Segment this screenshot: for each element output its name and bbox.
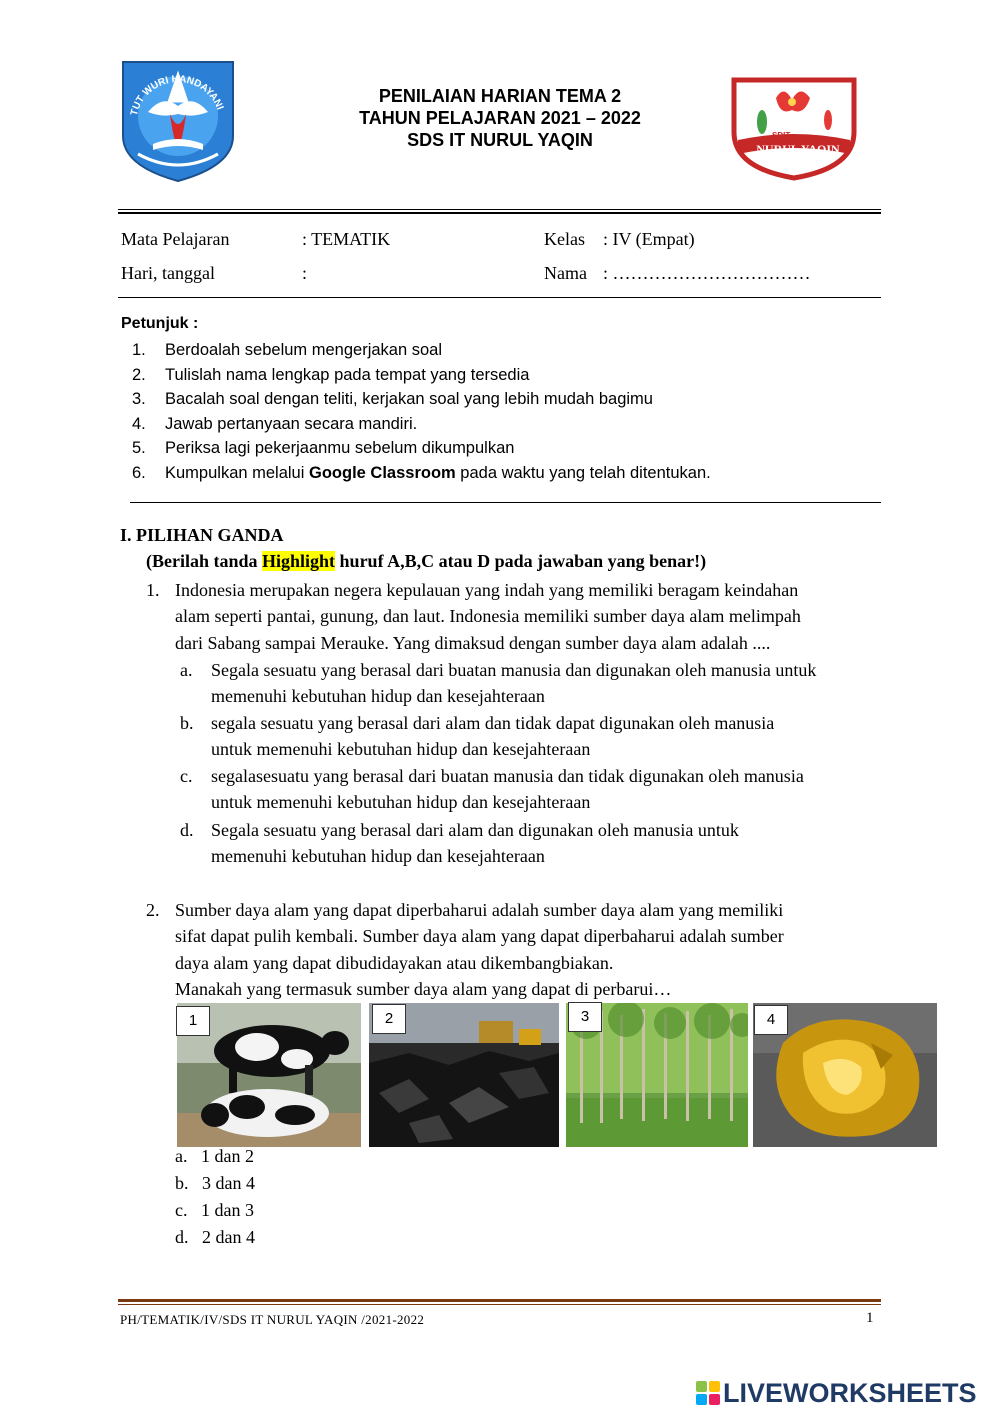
q2-option-b[interactable]: b. 3 dan 4 [175,1173,255,1193]
brand-text: LIVEWORKSHEETS [723,1377,977,1408]
q2-option-d[interactable]: d. 2 dan 4 [175,1227,255,1247]
instructions-title: Petunjuk : [121,315,199,332]
title-line-2: TAHUN PELAJARAN 2021 – 2022 [359,108,641,128]
liveworksheets-icon [695,1380,721,1406]
footer-code: PH/TEMATIK/IV/SDS IT NURUL YAQIN /2021-2022 [120,1312,425,1327]
q1-option-a-letter[interactable]: a. [180,660,193,680]
highlight-word: Highlight [262,551,336,571]
instruction-item: 5. Periksa lagi pekerjaanmu sebelum dikumpulkan [132,439,515,457]
q1-option-b-letter[interactable]: b. [180,713,194,733]
q1-option-c-letter[interactable]: c. [180,766,193,786]
image-label-2: 2 [372,1004,406,1034]
instruction-item: 6. Kumpulkan melalui Google Classroom pada waktu yang telah ditentukan. [132,463,711,482]
date-value: : [302,263,308,283]
q1-option-d[interactable]: Segala sesuatu yang berasal dari alam dan digunakan oleh manusia untuk memenuhi kebutuhan hidup dan kesejahteraan [211,820,739,867]
info-rule [118,297,881,298]
logo-left-arc-text [108,54,248,184]
question-1-text: Indonesia merupakan negera kepulauan yang indah yang memiliki beragam keindahan alam seperti pantai, gunung, dan laut. Indonesia memiliki sumber daya alam melimpah dari Sabang sampai Merauke. Yang dimaksud dengan sumber daya alam adalah .... [175,580,801,653]
image-label-1: 1 [176,1006,210,1036]
question-1-number: 1. [146,580,160,600]
logo-sdit-text: SDIT [772,131,791,140]
q1-option-c[interactable]: segalasesuatu yang berasal dari buatan manusia dan tidak digunakan oleh manusia untuk memenuhi kebutuhan hidup dan kesejahteraan [211,766,804,813]
name-label: Nama [544,263,587,283]
title-line-3: SDS IT NURUL YAQIN [407,130,593,150]
q1-option-a[interactable]: Segala sesuatu yang berasal dari buatan manusia dan digunakan oleh manusia untuk memenuhi kebutuhan hidup dan kesejahteraan [211,660,817,707]
page-number: 1 [866,1310,874,1326]
date-label: Hari, tanggal [121,263,215,283]
title-line-1: PENILAIAN HARIAN TEMA 2 [378,86,622,106]
image-label-3: 3 [568,1002,602,1032]
footer-rule [118,1304,881,1305]
subject-label: Mata Pelajaran [121,229,230,249]
logo-name-text: NURUL YAQIN [756,142,840,156]
subject-value: : TEMATIK [302,229,391,249]
svg-text:TUT WURI HANDAYANI: TUT WURI HANDAYANI [128,73,226,117]
instruction-item: 1. Berdoalah sebelum mengerjakan soal [132,341,443,359]
google-classroom-text: Google Classroom [309,463,456,482]
class-label: Kelas [544,229,585,249]
instruction-item: 4. Jawab pertanyaan secara mandiri. [132,414,418,433]
instructions-list [130,338,711,485]
q1-option-b[interactable]: segala sesuatu yang berasal dari alam dan tidak dapat digunakan oleh manusia untuk memenuhi kebutuhan hidup dan kesejahteraan [211,713,775,760]
section-instruction: (Berilah tanda Highlight huruf A,B,C atau D pada jawaban yang benar!) [146,551,707,571]
page-title [300,85,700,151]
name-value: : …………………………… [603,263,811,283]
section-title: I. PILIHAN GANDA [120,525,284,545]
q1-option-d-letter[interactable]: d. [180,820,194,840]
instruction-item: 2. Tulislah nama lengkap pada tempat yang tersedia [132,365,530,384]
footer-rule [118,1299,881,1302]
class-value: : IV (Empat) [603,229,695,249]
header-rule [118,212,881,214]
q2-option-c[interactable]: c. 1 dan 3 [175,1200,254,1220]
instructions-rule [130,502,881,503]
question-2-text: Sumber daya alam yang dapat diperbaharui adalah sumber daya alam yang memiliki sifat dapat pulih kembali. Sumber daya alam yang dapat diperbaharui adalah sumber daya alam yang dapat dibudidayakan atau dikembangbiakan. Manakah yang termasuk sumber daya alam yang dapat di perbarui… [175,900,784,1000]
header-rule [118,209,881,210]
image-label-4: 4 [754,1005,788,1035]
nurul-yaqin-logo [724,72,864,182]
instruction-item: 3. Bacalah soal dengan teliti, kerjakan soal yang lebih mudah bagimu [132,390,653,408]
liveworksheets-brand[interactable] [695,1378,977,1408]
q2-option-a[interactable]: a. 1 dan 2 [175,1146,254,1166]
question-2-number: 2. [146,900,160,920]
